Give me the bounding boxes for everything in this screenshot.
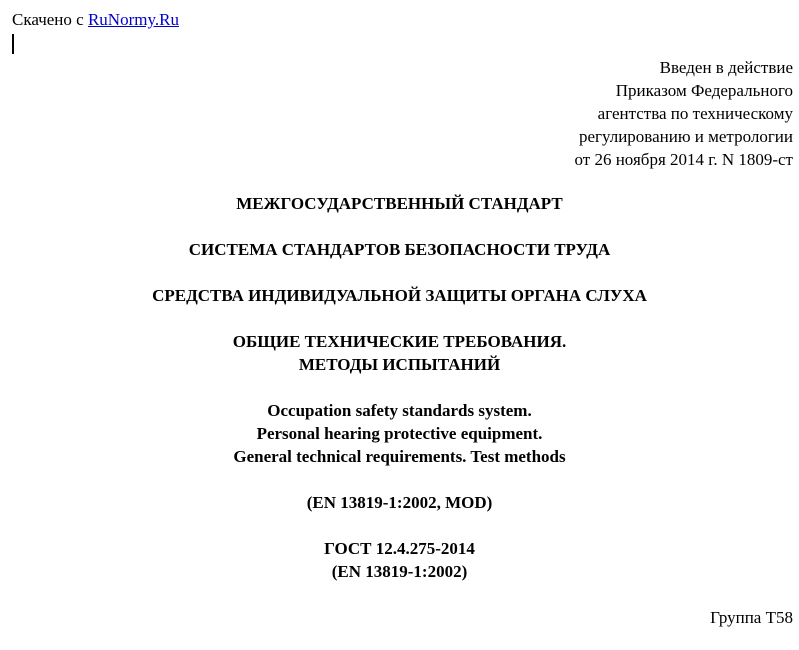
source-prefix: Скачено с: [12, 10, 88, 29]
enactment-line: Введен в действие: [659, 58, 793, 77]
enactment-line: регулированию и метрологии: [578, 127, 793, 146]
enactment-line: от 26 ноября 2014 г. N 1809-ст: [574, 150, 793, 169]
english-title-2: Personal hearing protective equipment.: [256, 424, 543, 443]
requirements-heading-2: МЕТОДЫ ИСПЫТАНИЙ: [298, 355, 501, 374]
requirements-heading-1: ОБЩИЕ ТЕХНИЧЕСКИЕ ТРЕБОВАНИЯ.: [232, 332, 567, 351]
english-title-3: General technical requirements. Test methods: [233, 447, 566, 466]
enactment-block: [373, 56, 793, 171]
source-link[interactable]: RuNormy.Ru: [87, 10, 179, 29]
subject-heading: СРЕДСТВА ИНДИВИДУАЛЬНОЙ ЗАЩИТЫ ОРГАНА СЛУХА: [152, 286, 647, 305]
standard-type-heading: МЕЖГОСУДАРСТВЕННЫЙ СТАНДАРТ: [236, 194, 563, 213]
system-heading: СИСТЕМА СТАНДАРТОВ БЕЗОПАСНОСТИ ТРУДА: [188, 240, 611, 259]
english-title-1: Occupation safety standards system.: [267, 401, 532, 420]
source-line: [12, 9, 179, 31]
title-block: [0, 192, 799, 583]
equivalence-note: (EN 13819-1:2002, MOD): [306, 493, 493, 512]
enactment-line: Приказом Федерального: [615, 81, 793, 100]
gost-number: ГОСТ 12.4.275-2014: [324, 539, 475, 558]
text-cursor: [12, 34, 14, 54]
enactment-line: агентства по техническому: [597, 104, 793, 123]
group-label: Группа Т58: [710, 608, 793, 627]
gost-reference: (EN 13819-1:2002): [331, 562, 468, 581]
